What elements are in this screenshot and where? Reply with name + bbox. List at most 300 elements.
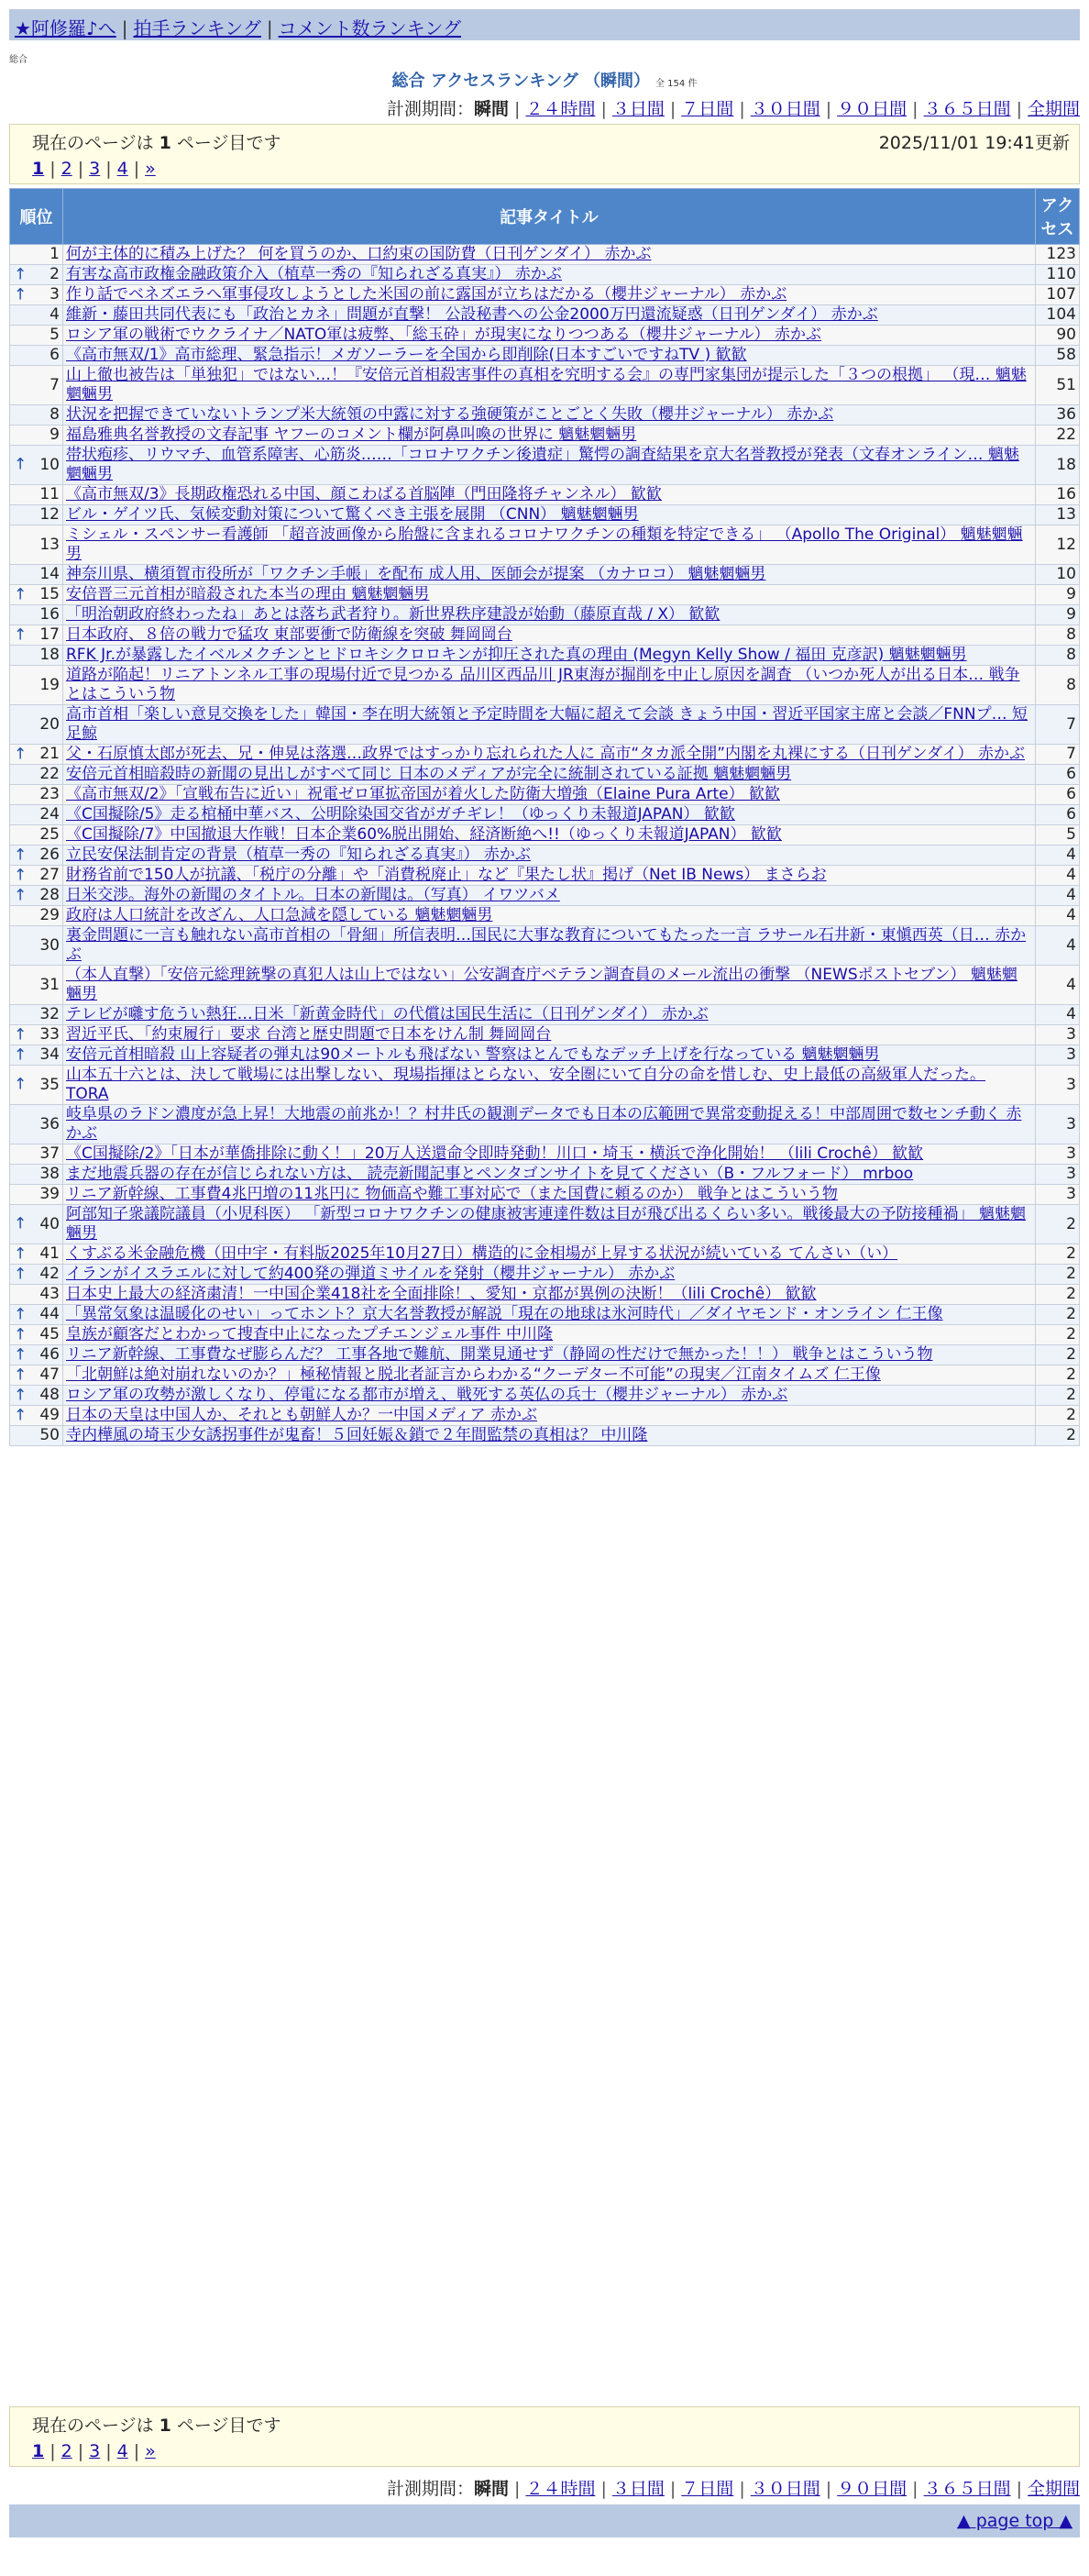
page-separator: | bbox=[77, 2441, 84, 2461]
title-cell bbox=[63, 705, 1036, 745]
article-title-link[interactable]: テレビが囃す危うい熱狂…日米「新黄金時代」の代償は国民生活に（日刊ゲンダイ） 赤かぶ bbox=[66, 1005, 709, 1023]
rank-number: 24 bbox=[39, 805, 60, 824]
page-separator: | bbox=[50, 2441, 56, 2461]
table-row bbox=[10, 1305, 1080, 1325]
article-title-link[interactable]: 何が主体的に積み上げた？ 何を買うのか、口約束の国防費（日刊ゲンダイ） 赤かぶ bbox=[66, 245, 652, 263]
title-cell bbox=[63, 926, 1036, 966]
title-cell bbox=[63, 886, 1036, 906]
article-title-link[interactable]: 習近平氏、「約束履行」要求 台湾と歴史問題で日本をけん制 舞岡岡台 bbox=[66, 1025, 552, 1044]
rank-cell bbox=[10, 1025, 63, 1045]
rank-cell bbox=[10, 1105, 63, 1144]
rank-number: 34 bbox=[39, 1045, 60, 1064]
rank-up-arrow-icon: ↑ bbox=[14, 265, 28, 283]
next-page-link[interactable]: » bbox=[145, 2441, 156, 2461]
clap-ranking-link[interactable]: 拍手ランキング bbox=[133, 17, 261, 39]
article-title-link[interactable]: 帯状疱疹、リウマチ、血管系障害、心筋炎……「コロナワクチン後遺症」驚愕の調査結果を京大名誉教授が発表（文春オンライン… 魑魅魍魎男 bbox=[66, 446, 1019, 483]
rank-number: 17 bbox=[39, 625, 60, 644]
period-separator: | bbox=[825, 99, 832, 119]
table-row bbox=[10, 1005, 1080, 1025]
table-row bbox=[10, 1025, 1080, 1045]
article-title-link[interactable]: 維新・藤田共同代表にも「政治とカネ」問題が直撃！ 公設秘書への公金2000万円還流疑惑（日刊ゲンダイ） 赤かぶ bbox=[66, 305, 878, 324]
rank-cell bbox=[10, 326, 63, 346]
table-row bbox=[10, 245, 1080, 265]
rank-up-arrow-icon: ↑ bbox=[14, 625, 28, 644]
title-cell bbox=[63, 825, 1036, 846]
access-count: 18 bbox=[1036, 446, 1080, 485]
rank-number: 4 bbox=[50, 305, 60, 324]
table-row bbox=[10, 1325, 1080, 1345]
access-count: 2 bbox=[1036, 1325, 1080, 1345]
table-row bbox=[10, 305, 1080, 326]
rank-number: 46 bbox=[39, 1345, 60, 1364]
rank-number: 12 bbox=[39, 505, 60, 524]
rank-number: 5 bbox=[50, 326, 60, 344]
period-option[interactable]: ２４時間 bbox=[525, 99, 596, 119]
rank-number: 44 bbox=[39, 1305, 60, 1323]
comment-ranking-link[interactable]: コメント数ランキング bbox=[278, 17, 462, 39]
access-count: 4 bbox=[1036, 906, 1080, 926]
title-cell bbox=[63, 1005, 1036, 1025]
access-count: 2 bbox=[1036, 1365, 1080, 1386]
period-option[interactable]: ７日間 bbox=[681, 2479, 734, 2499]
table-row bbox=[10, 505, 1080, 525]
rank-cell bbox=[10, 906, 63, 926]
table-row bbox=[10, 1265, 1080, 1285]
rank-up-arrow-icon: ↑ bbox=[14, 1406, 28, 1424]
title-cell bbox=[63, 1205, 1036, 1244]
table-header-row bbox=[10, 189, 1080, 245]
access-count: 6 bbox=[1036, 805, 1080, 825]
period-separator: | bbox=[739, 2479, 745, 2499]
rank-up-arrow-icon: ↑ bbox=[14, 1325, 28, 1343]
rank-cell bbox=[10, 966, 63, 1005]
page-status bbox=[32, 2412, 1057, 2437]
article-title-link[interactable]: 福島雅典名誉教授の文春記事 ヤフーのコメント欄が阿鼻叫喚の世界に 魑魅魍魎男 bbox=[66, 426, 637, 444]
page-separator: | bbox=[105, 159, 112, 179]
title-cell bbox=[63, 1365, 1036, 1386]
rank-up-arrow-icon: ↑ bbox=[14, 886, 28, 904]
access-count: 36 bbox=[1036, 405, 1080, 426]
access-count: 2 bbox=[1036, 1345, 1080, 1365]
page-title: 総合 アクセスランキング （瞬間） bbox=[391, 72, 650, 91]
rank-number: 28 bbox=[39, 886, 60, 904]
table-row bbox=[10, 326, 1080, 346]
access-count: 51 bbox=[1036, 366, 1080, 405]
rank-cell bbox=[10, 1285, 63, 1305]
title-cell bbox=[63, 745, 1036, 765]
article-title-link[interactable]: 《C国擬除/2》「日本が華僑排除に動く！」20万人送還命令即時発動！川口・埼玉・横浜で浄化開始！ （lili Crochê） 歓歓 bbox=[66, 1144, 924, 1163]
table-row bbox=[10, 846, 1080, 866]
access-count: 2 bbox=[1036, 1426, 1080, 1446]
title-cell bbox=[63, 326, 1036, 346]
pager-bottom bbox=[9, 2406, 1080, 2467]
page-separator: | bbox=[77, 159, 84, 179]
page-status-number: 1 bbox=[159, 2416, 171, 2436]
title-cell bbox=[63, 1244, 1036, 1265]
title-cell bbox=[63, 265, 1036, 285]
access-count: 6 bbox=[1036, 765, 1080, 785]
rank-cell bbox=[10, 1325, 63, 1345]
access-count: 123 bbox=[1036, 245, 1080, 265]
page-link-current[interactable]: 1 bbox=[32, 159, 45, 179]
rank-cell bbox=[10, 1406, 63, 1426]
article-title-link[interactable]: 《C国擬除/7》中国撤退大作戦！日本企業60%脱出開始、経済断絶へ!!（ゆっくり未報道JAPAN） 歓歓 bbox=[66, 825, 782, 844]
article-title-link[interactable]: 日米交渉。海外の新聞のタイトル。日本の新聞は。（写真） イワツバメ bbox=[66, 886, 560, 904]
page-links bbox=[32, 159, 1057, 179]
access-count: 3 bbox=[1036, 1144, 1080, 1165]
rank-cell bbox=[10, 1165, 63, 1185]
table-row bbox=[10, 926, 1080, 966]
period-option[interactable]: 全期間 bbox=[1027, 99, 1080, 119]
total-count: 全 154 件 bbox=[655, 79, 698, 89]
article-title-link[interactable]: 「明治朝政府終わったね」あとは落ち武者狩り。新世界秩序建設が始動（藤原直哉 / X） 歓歓 bbox=[66, 605, 720, 624]
article-title-link[interactable]: 作り話でベネズエラへ軍事侵攻しようとした米国の前に露国が立ちはだかる（櫻井ジャーナル） 赤かぶ bbox=[66, 285, 787, 304]
rank-number: 20 bbox=[39, 714, 60, 734]
rank-cell bbox=[10, 1345, 63, 1365]
period-option[interactable]: ７日間 bbox=[681, 99, 734, 119]
article-title-link[interactable]: 日本の天皇は中国人か、それとも朝鮮人か？一中国メディア 赤かぶ bbox=[66, 1406, 538, 1424]
access-count: 10 bbox=[1036, 565, 1080, 585]
article-title-link[interactable]: 日本政府、８倍の戦力で猛攻 東部要衝で防衛線を突破 舞岡岡台 bbox=[66, 625, 512, 644]
title-cell bbox=[63, 906, 1036, 926]
period-option[interactable]: ３０日間 bbox=[750, 99, 820, 119]
rank-number: 45 bbox=[39, 1325, 60, 1343]
rank-cell bbox=[10, 605, 63, 625]
rank-number: 14 bbox=[39, 565, 60, 583]
period-option[interactable]: 全期間 bbox=[1027, 2479, 1080, 2499]
period-separator: | bbox=[825, 2479, 832, 2499]
period-separator: | bbox=[514, 2479, 521, 2499]
period-option[interactable]: ３日間 bbox=[611, 99, 665, 119]
article-title-link[interactable]: 《C国擬除/5》走る棺桶中華バス、公明除染国交省がガチギレ！（ゆっくり未報道JAPAN） 歓歓 bbox=[66, 805, 735, 824]
title-cell bbox=[63, 666, 1036, 705]
title-cell bbox=[63, 605, 1036, 625]
period-option[interactable]: ９０日間 bbox=[837, 99, 908, 119]
page-link[interactable]: 4 bbox=[116, 2441, 128, 2461]
title-cell bbox=[63, 1386, 1036, 1406]
title-cell bbox=[63, 565, 1036, 585]
article-title-link[interactable]: 岐阜県のラドン濃度が急上昇！大地震の前兆か！？村井氏の観測データでも日本の広範囲で異常変動捉える！中部周囲で数センチ動く 赤かぶ bbox=[66, 1105, 1022, 1143]
article-title-link[interactable]: 父・石原慎太郎が死去、兄・伸晃は落選…政界ではすっかり忘れられた人に 高市“タカ派全開”内閣を丸裸にする（日刊ゲンダイ） 赤かぶ bbox=[66, 745, 1026, 763]
article-title-link[interactable]: リニア新幹線、工事費4兆円増の11兆円に 物価高や難工事対応で（また国費に頼るのか） 戦争とはこういう物 bbox=[66, 1185, 838, 1203]
rank-number: 21 bbox=[39, 745, 60, 763]
period-label: 計測期間： bbox=[387, 99, 475, 119]
period-option[interactable]: ３日間 bbox=[611, 2479, 665, 2499]
period-separator: | bbox=[739, 99, 745, 119]
page-top-link[interactable]: ▲ page top ▲ bbox=[957, 2511, 1072, 2531]
article-title-link[interactable]: ビル・ゲイツ氏、気候変動対策について驚くべき主張を展開 （CNN） 魑魅魍魎男 bbox=[66, 505, 639, 524]
rank-number: 6 bbox=[50, 346, 60, 364]
table-row bbox=[10, 906, 1080, 926]
access-count: 4 bbox=[1036, 926, 1080, 966]
page-link[interactable]: 2 bbox=[60, 159, 72, 179]
page-status-number: 1 bbox=[159, 133, 171, 153]
access-count: 107 bbox=[1036, 285, 1080, 305]
table-row bbox=[10, 666, 1080, 705]
period-option[interactable]: ９０日間 bbox=[837, 2479, 908, 2499]
rank-cell bbox=[10, 245, 63, 265]
article-title-link[interactable]: まだ地震兵器の存在が信じられない方は、 読売新聞記事とペンタゴンサイトを見てください（B・フルフォード） mrboo bbox=[66, 1165, 914, 1183]
access-count: 9 bbox=[1036, 605, 1080, 625]
period-separator: | bbox=[600, 2479, 607, 2499]
table-row bbox=[10, 1105, 1080, 1144]
article-title-link[interactable]: （本人直撃）「安倍元総理銃撃の真犯人は山上ではない」公安調査庁ベテラン調査員のメール流出の衝撃 （NEWSポストセブン） 魑魅魍魎男 bbox=[66, 966, 1018, 1003]
rank-cell bbox=[10, 866, 63, 886]
rank-cell bbox=[10, 825, 63, 846]
rank-cell bbox=[10, 446, 63, 485]
rank-cell bbox=[10, 805, 63, 825]
rank-number: 3 bbox=[50, 285, 60, 304]
article-title-link[interactable]: 「北朝鮮は絶対崩れないのか？」極秘情報と脱北者証言からわかる“クーデター不可能”の現実／江南タイムズ 仁王像 bbox=[66, 1365, 881, 1384]
period-current: 瞬間 bbox=[474, 2479, 510, 2499]
title-cell bbox=[63, 1105, 1036, 1144]
period-option[interactable]: ３０日間 bbox=[750, 2479, 820, 2499]
rank-number: 7 bbox=[50, 375, 60, 394]
table-row bbox=[10, 446, 1080, 485]
article-title-link[interactable]: 《高市無双/3》長期政権恐れる中国、顔こわばる首脳陣（門田隆将チャンネル） 歓歓 bbox=[66, 485, 662, 503]
article-title-link[interactable]: イランがイスラエルに対して約400発の弾道ミサイルを発射（櫻井ジャーナル） 赤かぶ bbox=[66, 1265, 676, 1283]
rank-up-arrow-icon: ↑ bbox=[14, 1244, 28, 1263]
rank-number: 47 bbox=[39, 1365, 60, 1384]
rank-cell bbox=[10, 886, 63, 906]
access-count: 4 bbox=[1036, 1005, 1080, 1025]
page-separator: | bbox=[133, 2441, 140, 2461]
period-selector-bottom bbox=[387, 2475, 1080, 2500]
article-title-link[interactable]: リニア新幹線、工事費なぜ膨らんだ？ 工事各地で難航、開業見通せず（静岡の性だけで無かった！！） 戦争とはこういう物 bbox=[66, 1345, 933, 1364]
page-status-prefix: 現在のページは bbox=[32, 133, 154, 153]
updated-timestamp: 2025/11/01 19:41更新 bbox=[878, 133, 1070, 153]
table-row bbox=[10, 1066, 1080, 1105]
rank-number: 27 bbox=[39, 866, 60, 884]
article-title-link[interactable]: 「異常気象は温暖化のせい」ってホント？京大名誉教授が解説「現在の地球は氷河時代」／ダイヤモンド・オンライン 仁王像 bbox=[66, 1305, 943, 1323]
access-count: 4 bbox=[1036, 846, 1080, 866]
access-count: 7 bbox=[1036, 705, 1080, 745]
table-row bbox=[10, 585, 1080, 605]
title-cell bbox=[63, 1066, 1036, 1105]
rank-up-arrow-icon: ↑ bbox=[14, 1214, 28, 1233]
rank-number: 25 bbox=[39, 825, 60, 844]
article-title-link[interactable]: 安倍晋三元首相が暗殺された本当の理由 魑魅魍魎男 bbox=[66, 585, 430, 603]
period-selector-top bbox=[387, 95, 1080, 120]
access-count: 4 bbox=[1036, 886, 1080, 906]
rank-number: 38 bbox=[39, 1165, 60, 1183]
bottom-bar bbox=[9, 2504, 1080, 2537]
article-title-link[interactable]: 裏金問題に一言も触れない高市首相の「骨細」所信表明…国民に大事な教育についてもたった一言 ラサール石井新・東愼西英（日… 赤かぶ bbox=[66, 926, 1027, 964]
table-row bbox=[10, 346, 1080, 366]
rank-cell bbox=[10, 525, 63, 565]
page-status-prefix: 現在のページは bbox=[32, 2416, 154, 2436]
article-title-link[interactable]: くすぶる米金融危機（田中宇・有料版2025年10月27日）構造的に金相場が上昇する状況が続いている てんさい（い） bbox=[66, 1244, 898, 1263]
table-row bbox=[10, 705, 1080, 745]
access-count: 22 bbox=[1036, 426, 1080, 446]
rank-up-arrow-icon: ↑ bbox=[14, 1045, 28, 1064]
page-link-current[interactable]: 1 bbox=[32, 2441, 45, 2461]
article-title-link[interactable]: ロシア軍の攻勢が激しくなり、停電になる都市が増え、戦死する英仏の兵士（櫻井ジャーナル） 赤かぶ bbox=[66, 1386, 788, 1404]
rank-cell bbox=[10, 745, 63, 765]
period-separator: | bbox=[912, 2479, 918, 2499]
title-cell bbox=[63, 405, 1036, 426]
rank-up-arrow-icon: ↑ bbox=[14, 1025, 28, 1044]
article-title-link[interactable]: 政府は人口統計を改ざん、人口急減を隠している 魑魅魍魎男 bbox=[66, 906, 493, 924]
access-count: 8 bbox=[1036, 625, 1080, 646]
title-cell bbox=[63, 805, 1036, 825]
title-cell bbox=[63, 305, 1036, 326]
title-cell bbox=[63, 1185, 1036, 1205]
access-count: 3 bbox=[1036, 1066, 1080, 1105]
page-link[interactable]: 2 bbox=[60, 2441, 72, 2461]
rank-up-arrow-icon: ↑ bbox=[14, 1305, 28, 1323]
page-separator: | bbox=[133, 159, 140, 179]
period-separator: | bbox=[669, 2479, 676, 2499]
home-link[interactable]: ★阿修羅♪へ bbox=[15, 17, 116, 39]
page-separator: | bbox=[50, 159, 56, 179]
table-row bbox=[10, 1285, 1080, 1305]
period-option[interactable]: ３６５日間 bbox=[923, 2479, 1011, 2499]
rank-up-arrow-icon: ↑ bbox=[14, 1265, 28, 1283]
title-cell bbox=[63, 585, 1036, 605]
rank-cell bbox=[10, 1426, 63, 1446]
title-cell bbox=[63, 765, 1036, 785]
table-row bbox=[10, 1185, 1080, 1205]
article-title-link[interactable]: RFK Jr.が暴露したイベルメクチンとヒドロキシクロロキンが抑圧された真の理由 (Megyn Kelly Show / 福田 克彦訳) 魑魅魍魎男 bbox=[66, 646, 967, 664]
page-separator: | bbox=[105, 2441, 112, 2461]
table-row bbox=[10, 1426, 1080, 1446]
rank-number: 40 bbox=[39, 1214, 60, 1233]
rank-up-arrow-icon: ↑ bbox=[14, 285, 28, 304]
rank-number: 19 bbox=[39, 675, 60, 694]
next-page-link[interactable]: » bbox=[145, 159, 156, 179]
table-row bbox=[10, 785, 1080, 805]
title-cell bbox=[63, 1325, 1036, 1345]
rank-number: 18 bbox=[39, 646, 60, 664]
rank-number: 43 bbox=[39, 1285, 60, 1303]
title-cell bbox=[63, 1045, 1036, 1066]
rank-number: 50 bbox=[39, 1426, 60, 1444]
rank-up-arrow-icon: ↑ bbox=[14, 585, 28, 603]
article-title-link[interactable]: 神奈川県、横須賀市役所が「ワクチン手帳」を配布 成人用、医師会が提案 （カナロコ） 魑魅魍魎男 bbox=[66, 565, 766, 583]
rank-number: 41 bbox=[39, 1244, 60, 1263]
page-link[interactable]: 3 bbox=[89, 2441, 101, 2461]
access-count: 6 bbox=[1036, 785, 1080, 805]
table-row bbox=[10, 285, 1080, 305]
rank-up-arrow-icon: ↑ bbox=[14, 1386, 28, 1404]
article-title-link[interactable]: 山上徹也被告は「単独犯」ではない…！『安倍元首相殺害事件の真相を究明する会』の専門家集団が提示した「３つの根拠」 （現… 魑魅魍魎男 bbox=[66, 366, 1027, 404]
title-cell bbox=[63, 646, 1036, 666]
access-count: 110 bbox=[1036, 265, 1080, 285]
ranking-table bbox=[9, 188, 1080, 1446]
table-row bbox=[10, 565, 1080, 585]
rank-cell bbox=[10, 926, 63, 966]
article-title-link[interactable]: 財務省前で150人が抗議、「税庁の分離」や「消費税廃止」など『果たし状』掲げ（Net IB News） まさらお bbox=[66, 866, 827, 884]
article-title-link[interactable]: 阿部知子衆議院議員（小児科医） 「新型コロナワクチンの健康被害連達件数は目が飛び出るくらい多い。戦後最大の予防接種禍」 魑魅魍魎男 bbox=[66, 1205, 1026, 1243]
table-row bbox=[10, 1205, 1080, 1244]
table-row bbox=[10, 745, 1080, 765]
title-cell bbox=[63, 1265, 1036, 1285]
table-row bbox=[10, 1406, 1080, 1426]
rank-cell bbox=[10, 1045, 63, 1066]
period-option[interactable]: ２４時間 bbox=[525, 2479, 596, 2499]
page-links bbox=[32, 2441, 1057, 2461]
rank-number: 39 bbox=[39, 1185, 60, 1203]
table-row bbox=[10, 1244, 1080, 1265]
table-row bbox=[10, 646, 1080, 666]
article-title-link[interactable]: 日本史上最大の経済粛清！一中国企業418社を全面排除！、愛知・京都が異例の決断！（lili Crochê） 歓歓 bbox=[66, 1285, 817, 1303]
rank-number: 26 bbox=[39, 846, 60, 864]
table-row bbox=[10, 825, 1080, 846]
page-link[interactable]: 4 bbox=[116, 159, 128, 179]
rank-cell bbox=[10, 1205, 63, 1244]
rank-up-arrow-icon: ↑ bbox=[14, 1345, 28, 1364]
title-cell bbox=[63, 426, 1036, 446]
rank-cell bbox=[10, 405, 63, 426]
rank-number: 35 bbox=[39, 1075, 60, 1094]
top-nav-bar bbox=[9, 9, 1080, 40]
article-title-link[interactable]: 立民安保法制肯定の背景（植草一秀の『知られざる真実』） 赤かぶ bbox=[66, 846, 531, 864]
rank-cell bbox=[10, 666, 63, 705]
article-title-link[interactable]: 山本五十六とは、決して戦場には出撃しない、現場指揮はとらない、安全圏にいて自分の命を惜しむ、史上最低の高級軍人だった。 TORA bbox=[66, 1066, 985, 1103]
article-title-link[interactable]: 有害な高市政権金融政策介入（植草一秀の『知られざる真実』） 赤かぶ bbox=[66, 265, 562, 283]
article-title-link[interactable]: ロシア軍の戦術でウクライナ／NATO軍は疲弊、「総玉砕」が現実になりつつある（櫻井ジャーナル） 赤かぶ bbox=[66, 326, 821, 344]
access-count: 3 bbox=[1036, 1025, 1080, 1045]
table-row bbox=[10, 765, 1080, 785]
article-title-link[interactable]: ミシェル・スペンサー看護師 「超音波画像から胎盤に含まれるコロナワクチンの種類を特定できる」 （Apollo The Original） 魑魅魍魎男 bbox=[66, 525, 1023, 563]
table-row bbox=[10, 866, 1080, 886]
title-cell bbox=[63, 505, 1036, 525]
article-title-link[interactable]: 《高市無双/1》高市総理、緊急指示！メガソーラーを全国から即削除(日本すごいですねTV ) 歓歓 bbox=[66, 346, 747, 364]
table-row bbox=[10, 525, 1080, 565]
article-title-link[interactable]: 状況を把握できていないトランプ米大統領の中露に対する強硬策がことごとく失敗（櫻井ジャーナル） 赤かぶ bbox=[66, 405, 834, 424]
rank-number: 11 bbox=[39, 485, 60, 503]
page-link[interactable]: 3 bbox=[89, 159, 101, 179]
table-row bbox=[10, 1045, 1080, 1066]
table-row bbox=[10, 265, 1080, 285]
rank-number: 23 bbox=[39, 785, 60, 803]
article-title-link[interactable]: 安倍元首相暗殺時の新聞の見出しがすべて同じ 日本のメディアが完全に統制されている証拠 魑魅魍魎男 bbox=[66, 765, 792, 783]
title-cell bbox=[63, 1426, 1036, 1446]
period-option[interactable]: ３６５日間 bbox=[923, 99, 1011, 119]
article-title-link[interactable]: 寺内樺風の埼玉少女誘拐事件が鬼畜！５回妊娠＆鎖で２年間監禁の真相は？ 中川隆 bbox=[66, 1426, 648, 1444]
rank-cell bbox=[10, 1185, 63, 1205]
access-count: 8 bbox=[1036, 666, 1080, 705]
table-row bbox=[10, 886, 1080, 906]
rank-cell bbox=[10, 585, 63, 605]
rank-cell bbox=[10, 1244, 63, 1265]
article-title-link[interactable]: 道路が陥起！リニアトンネル工事の現場付近で見つかる 品川区西品川 JR東海が掘削を中止し原因を調査 （いつか死人が出る日本… 戦争とはこういう物 bbox=[66, 666, 1020, 703]
rank-number: 37 bbox=[39, 1144, 60, 1163]
access-count: 4 bbox=[1036, 966, 1080, 1005]
rank-up-arrow-icon: ↑ bbox=[14, 1365, 28, 1384]
genre-label: 総合 bbox=[9, 55, 28, 65]
article-title-link[interactable]: 高市首相「楽しい意見交換をした」韓国・李在明大統領と予定時間を大幅に超えて会談 きょう中国・習近平国家主席と会談／FNNプ… 短足鯨 bbox=[66, 705, 1028, 743]
access-count: 4 bbox=[1036, 866, 1080, 886]
rank-cell bbox=[10, 846, 63, 866]
article-title-link[interactable]: 皇族が顧客だとわかって捜査中止になったプチエンジェル事件 中川隆 bbox=[66, 1325, 553, 1343]
access-count: 9 bbox=[1036, 585, 1080, 605]
title-cell bbox=[63, 525, 1036, 565]
rank-number: 13 bbox=[39, 535, 60, 554]
rank-cell bbox=[10, 1365, 63, 1386]
page-status-suffix: ページ目です bbox=[176, 133, 281, 153]
access-count: 2 bbox=[1036, 1305, 1080, 1325]
access-count: 2 bbox=[1036, 1265, 1080, 1285]
rank-cell bbox=[10, 785, 63, 805]
article-title-link[interactable]: 《高市無双/2》「宣戦布告に近い」祝電ゼロ軍拡帝国が着火した防衛大増強（Elaine Pura Arte） 歓歓 bbox=[66, 785, 780, 803]
article-title-link[interactable]: 安倍元首相暗殺 山上容疑者の弾丸は90メートルも飛ばない 警察はとんでもなデッチ上げを行なっている 魑魅魍魎男 bbox=[66, 1045, 880, 1064]
period-separator: | bbox=[514, 99, 521, 119]
period-separator: | bbox=[669, 99, 676, 119]
rank-cell bbox=[10, 625, 63, 646]
access-count: 2 bbox=[1036, 1205, 1080, 1244]
